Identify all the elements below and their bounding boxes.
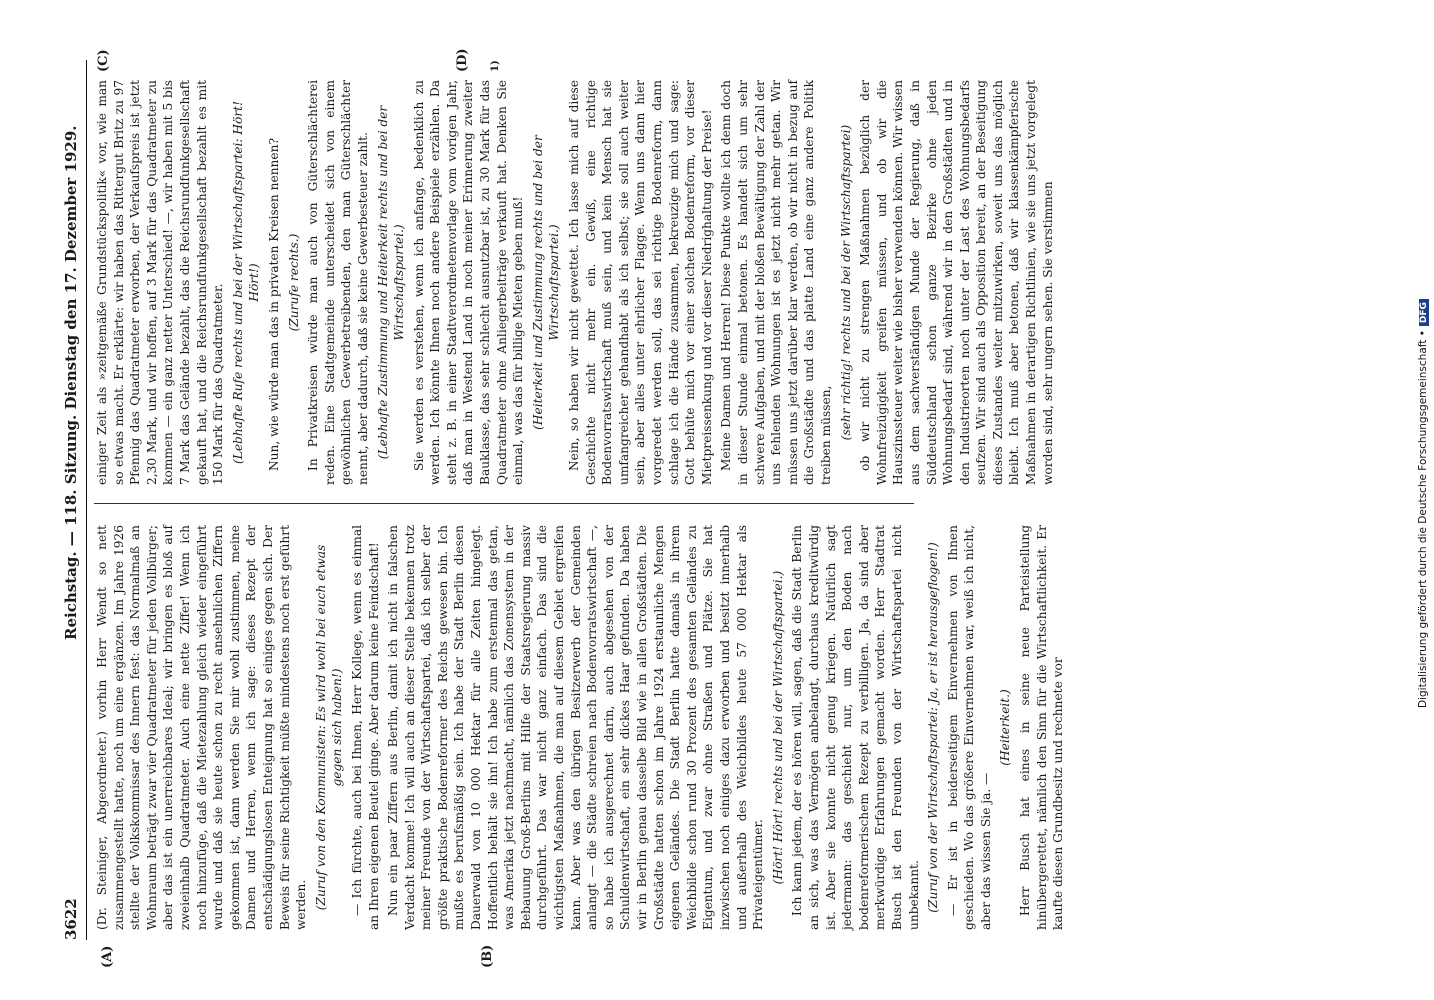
page-title: Reichstag. — 118. Sitzung. Dienstag den 17. Dezember 1929. — [62, 125, 80, 640]
paragraph: ob wir nicht zu strengen Maßnahmen bezüglich der Wohnfreizügigkeit greifen müssen, und ob wir die Hauszinssteuer weiter wie bisher verwenden können. Wir wissen aus dem sachverständigen Munde der Regierung, daß in Süddeutschland schon ganze Bezirke ohne jeden Wohnungsbedarf sind, während wir in den Großstädten und in den Industrieorten noch unter der Last des Wohnungsbedarfs seufzen. Wir sind auch als Opposition bereit, an der Beseitigung dieses Zustandes weiter mitzuwirken, soweit uns das möglich bleibt. Ich muß aber betonen, daß wir klassenkämpferische Maßnahmen in derartigen Richtlinien, wie sie uns jetzt vorgelegt worden sind, sehr ungern sehen. Sie verstimmen — [858, 80, 1055, 485]
right-column — [94, 80, 1059, 485]
funding-text: Digitalisierung gefördert durch die Deutsche Forschungsgemeinschaft • — [1417, 330, 1429, 708]
paragraph: Herr Busch hat eines in seine neue Parteistellung hinübergerettet, nämlich den Sinn für die Wirtschaftlichkeit. Er kaufte diesen Grundbesitz und rechnete vor — [1018, 525, 1066, 930]
margin-mark-b: (B) — [480, 944, 495, 968]
margin-mark-d: (D) — [455, 48, 470, 72]
margin-mark-c: (C) — [96, 49, 111, 72]
rotated-page — [60, 48, 1300, 968]
interjection: (sehr richtig! rechts und bei der Wirtschaftspartei) — [838, 124, 853, 441]
interjection: (Lebhafte Zustimmung und Heiterkeit rechts und bei der Wirtschaftspartei.) — [375, 105, 407, 460]
interjection: (Hört! Hört! rechts und bei der Wirtschaftspartei.) — [770, 570, 785, 885]
paragraph: einiger Zeit als »zeitgemäße Grundstückspolitik« vor, wie man so etwas macht. Er erklärte: wir haben das Rittergut Britz zu 97 Pfennig das Quadratmeter erworben, der Verkaufspreis ist jetzt 2,30 Mark, und wir hoffen, auf 3 Mark für das Quadratmeter zu kommen — ein ganz netter Unterschied! —, wir haben mit 5 bis 7 Mark das Gelände bezahlt, das die Reichsrundfunkgesellschaft gekauft hat, und die Reichsrundfunkgesellschaft bezahlt es mit 150 Mark für das Quadratmeter. — [95, 80, 226, 485]
page-number: 3622 — [62, 898, 80, 940]
column-divider — [94, 503, 914, 504]
footnote-marker: 1) — [490, 60, 501, 72]
interjection: (Heiterkeit.) — [998, 689, 1013, 766]
dfg-logo: DFG — [1419, 299, 1429, 326]
paragraph: — Er ist in beiderseitigem Einvernehmen von Ihnen geschieden. Wo das größere Einvernehmen war, weiß ich nicht, aber das wissen Sie ja. — — [945, 525, 993, 930]
paragraph: — Ich fürchte, auch bei Ihnen, Herr Kollege, wenn es einmal an Ihren eigenen Beutel ginge. Aber darum keine Feindschaft! — [349, 525, 381, 930]
paragraph: Sie werden es verstehen, wenn ich anfange, bedenklich zu werden. Ich könnte Ihnen noch andere Beispiele erzählen. Da steht z. B. in einer Stadtverordnetenvorlage vom vorigen Jahr, daß man in Westend Land in noch meiner Erinnerung zweiter Bauklasse, das sehr schlecht ausnutzbar ist, zu 30 Mark für das Quadratmeter ohne Anliegerbeiträge verkauft hat. Denken Sie einmal, was das für billige Mieten geben muß! — [411, 80, 526, 485]
interjection: (Zuruf von den Kommunisten: Es wird wohl bei euch etwas gegen sich haben!) — [313, 544, 345, 911]
paragraph: Nun ein paar Ziffern aus Berlin, damit ich nicht in falschen Verdacht komme! Ich will auch an dieser Stelle bekennen trotz meiner Freunde von der Wirtschaftspartei, daß ich selber der größte praktische Bodenreformer des Reichs gewesen bin. Ich mußte es berufsmäßig sein. Ich habe der Stadt Berlin diesen Dauerwald von 10 000 Hektar für alle Zeiten hingelegt. Hoffentlich behält sie ihn! Ich habe zum erstenmal das getan, was Amerika jetzt nachmacht, nämlich das Zonensystem in der Bebauung Groß-Berlins mit Hilfe der Staatsregierung massiv durchgeführt. Das war nicht ganz einfach. Das sind die wichtigsten Maßnahmen, die man auf diesem Gebiet ergreifen kann. Aber was den übrigen Besitzerwerb der Gemeinden anlangt — die Städte schreien nach Bodenvorratswirtschaft —, so habe ich ausgerechnet darin, auch abgesehen von der Schuldenwirtschaft, ein sehr dickes Haar gefunden. Da haben wir in Berlin genau dasselbe Bild wie in allen Großstädten. Die Großstädte hatten schon im Jahre 1924 erstaunliche Mengen eigenen Geländes. Die Stadt Berlin hatte damals in ihrem Weichbilde schon rund 30 Prozent des gesamten Geländes zu Eigentum, und zwar ohne Straßen und Plätze. Sie hat inzwischen noch einiges dazu erworben und besitzt innerhalb und außerhalb des Weichbildes heute 57 000 Hektar als Privateigentümer. — [386, 525, 766, 930]
paragraph: Meine Damen und Herren! Diese Punkte wollte ich denn doch in dieser Stunde einmal betonen. Es handelt sich um sehr schwere Aufgaben, und mit der bloßen Bewältigung der Zahl der uns fehlenden Wohnungen ist es jetzt nicht mehr getan. Wir müssen uns jetzt darüber klar werden, ob wir nicht in bezug auf die Großstädte und das platte Land eine ganz andere Politik treiben müssen, — [719, 80, 833, 485]
paragraph: Nun, wie würde man das in privaten Kreisen nennen? — [266, 138, 281, 471]
margin-mark-a: (A) — [100, 945, 115, 968]
paragraph: In Privatkreisen würde man auch von Güterschlächterei reden. Eine Stadtgemeinde unterscheidet sich von einem gewöhnlichen Gewerbetreibenden, den man Güterschlächter nennt, aber dadurch, daß sie keine Gewerbesteuer zahlt. — [306, 80, 370, 485]
paragraph: (Dr. Steiniger, Abgeordneter.) vorhin Herr Wendt so nett zusammengestellt hatte, noch um eine ergänzen. Im Jahre 1926 stellte der Volkskommissar des Innern fest: das Normalmaß an Wohnraum beträgt zwar vier Quadratmeter für jeden Vollbürger; aber das ist ein unerreichbares Ideal; wir bringen es bloß auf zweieinhalb Quadratmeter. Auch eine nette Ziffer! Wenn ich noch hinzufüge, daß die Mietezahlung gleich wieder eingeführt wurde und daß sie heute schon zu recht ansehnlichen Ziffern gekommen ist, dann werden Sie mir wohl zustimmen, meine Damen und Herren, wenn ich sage: dieses Rezept der entschädigungslosen Enteignung hat so einiges gegen sich. Der Beweis für seine Richtigkeit müßte mindestens noch erst geführt werden. — [95, 525, 309, 930]
funding-note — [1416, 8, 1432, 708]
interjection: (Zuruf von der Wirtschaftspartei: Ja, er ist herausgeflogen!) — [926, 542, 941, 913]
paragraph: Nein, so haben wir nicht gewettet. Ich lasse mich auf diese Geschichte nicht mehr ein. Gewiß, eine richtige Bodenvorratswirtschaft muß sein, und kein Mensch hat sie umfangreicher gehandhabt als ich selbst; sie soll auch weiter sein, aber alles unter ehrlicher Flagge. Wenn uns dann hier vorgeredet werden soll, das sei richtige Bodenreform, dann schlage ich die Hände zusammen, bekreuzige mich und sage: Gott behüte mich vor einer solchen Bodenreform, vor dieser Mietpreissenkung und vor dieser Niedrighaltung der Preise! — [567, 80, 714, 485]
interjection: (Zurufe rechts.) — [286, 233, 301, 332]
paragraph: Ich kann jedem, der es hören will, sagen, daß die Stadt Berlin an sich, was das Vermögen anbelangt, durchaus kreditwürdig ist. Aber sie konnte nicht genug kriegen. Natürlich sagt jedermann: das geschieht nur, um den Boden nach bodenreformerischem Rezept zu verbilligen. Ja, da sind aber merkwürdige Erfahrungen gemacht worden. Herr Stadtrat Busch ist den Freunden von der Wirtschaftspartei nicht unbekannt. — [790, 525, 921, 930]
interjection: (Lebhafte Rufe rechts und bei der Wirtschaftspartei: Hört! Hört!) — [230, 101, 262, 464]
interjection: (Heiterkeit und Zustimmung rechts und bei der Wirtschaftspartei.) — [530, 135, 562, 430]
page-header — [60, 60, 87, 940]
left-column — [94, 525, 1070, 930]
